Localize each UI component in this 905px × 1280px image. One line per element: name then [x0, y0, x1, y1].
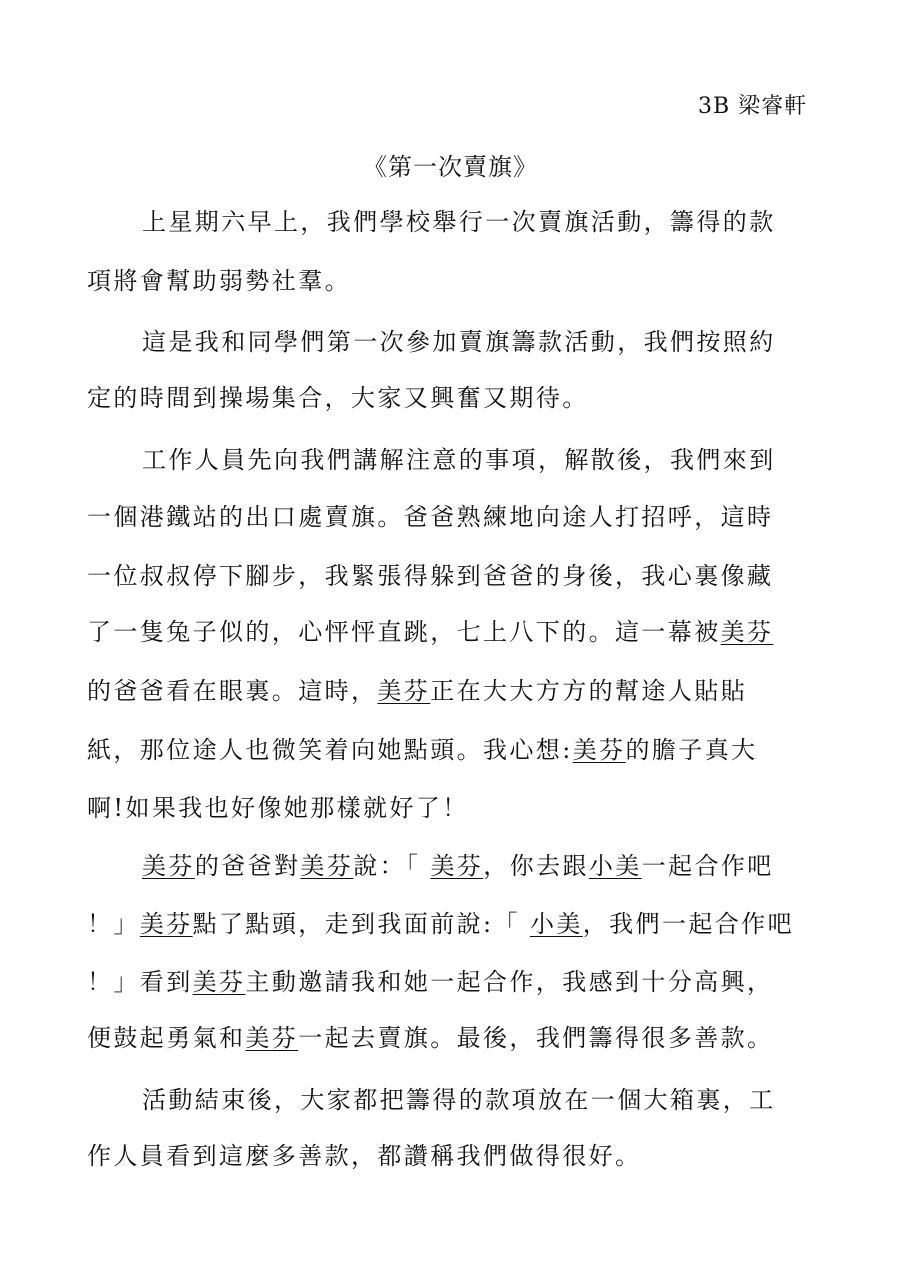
text-segment: 作人員看到這麼多善款，都讚稱我們做得很好。 — [87, 1142, 642, 1170]
underlined-name: 美芬 — [430, 852, 484, 880]
underlined-name: 小美 — [529, 910, 583, 938]
text-segment: 工作人員先向我們講解注意的事項，解散後，我們來到 — [142, 446, 776, 474]
text-line — [142, 846, 877, 886]
text-line — [87, 1136, 822, 1176]
underlined-name: 美芬 — [572, 736, 626, 764]
text-line — [87, 612, 822, 652]
text-line — [142, 322, 877, 362]
text-segment: 啊!如果我也好像她那樣就好了！ — [87, 794, 469, 822]
underlined-name: 美芬 — [377, 677, 431, 705]
text-segment: 主動邀請我和她一起合作，我感到十分高興， — [245, 968, 774, 996]
text-segment: 紙，那位途人也微笑着向她點頭。我心想: — [87, 736, 573, 764]
underlined-name: 美芬 — [720, 618, 774, 646]
text-line — [87, 962, 822, 1002]
text-segment: ！」看到 — [87, 968, 193, 996]
text-segment: 一個港鐵站的出口處賣旗。爸爸熟練地向途人打招呼，這時 — [87, 503, 774, 531]
text-line — [142, 202, 877, 242]
text-segment: 說：「 — [353, 852, 431, 880]
text-segment: 上星期六早上，我們學校舉行一次賣旗活動，籌得的款 — [142, 208, 776, 236]
text-line — [142, 440, 877, 480]
text-line — [87, 671, 822, 711]
text-line — [87, 1018, 822, 1058]
text-line — [87, 788, 822, 828]
essay-title: 《第一次賣旗》 — [363, 153, 538, 181]
text-line — [87, 378, 822, 418]
text-segment: 的膽子真大 — [625, 736, 758, 764]
text-segment: 一位叔叔停下腳步，我緊張得躲到爸爸的身後，我心裏像藏 — [87, 562, 774, 590]
text-segment: 這是我和同學們第一次參加賣旗籌款活動，我們按照約 — [142, 328, 776, 356]
text-line — [142, 1080, 877, 1120]
text-line — [87, 261, 822, 301]
text-segment: 便鼓起勇氣和 — [87, 1024, 246, 1052]
underlined-name: 美芬 — [300, 852, 354, 880]
underlined-name: 美芬 — [139, 910, 193, 938]
text-segment: 定的時間到操場集合，大家又興奮又期待。 — [87, 384, 589, 412]
underlined-name: 小美 — [588, 852, 642, 880]
text-segment: 活動結束後，大家都把籌得的款項放在一個大箱裏，工 — [142, 1086, 776, 1114]
text-segment: ，我們一起合作吧 — [582, 910, 794, 938]
text-segment: 項將會幫助弱勢社羣。 — [87, 267, 351, 295]
underlined-name: 美芬 — [245, 1024, 299, 1052]
text-segment: 了一隻兔子似的，心怦怦直跳，七上八下的。這一幕被 — [87, 618, 721, 646]
text-line — [87, 730, 822, 770]
text-segment: ，你去跟 — [483, 852, 589, 880]
text-segment: 一起合作吧 — [641, 852, 774, 880]
text-segment: ！」 — [87, 910, 140, 938]
text-segment: 的爸爸看在眼裏。這時， — [87, 677, 378, 705]
underlined-name: 美芬 — [142, 852, 195, 880]
author-label: 3B 梁睿軒 — [698, 94, 808, 119]
underlined-name: 美芬 — [192, 968, 246, 996]
text-segment: 點了點頭，走到我面前說:「 — [192, 910, 530, 938]
text-line — [87, 497, 822, 537]
text-segment: 正在大大方方的幫途人貼貼 — [430, 677, 748, 705]
text-line — [87, 904, 822, 944]
text-segment: 一起去賣旗。最後，我們籌得很多善款。 — [298, 1024, 774, 1052]
text-segment: 的爸爸對 — [194, 852, 301, 880]
text-line — [87, 556, 822, 596]
